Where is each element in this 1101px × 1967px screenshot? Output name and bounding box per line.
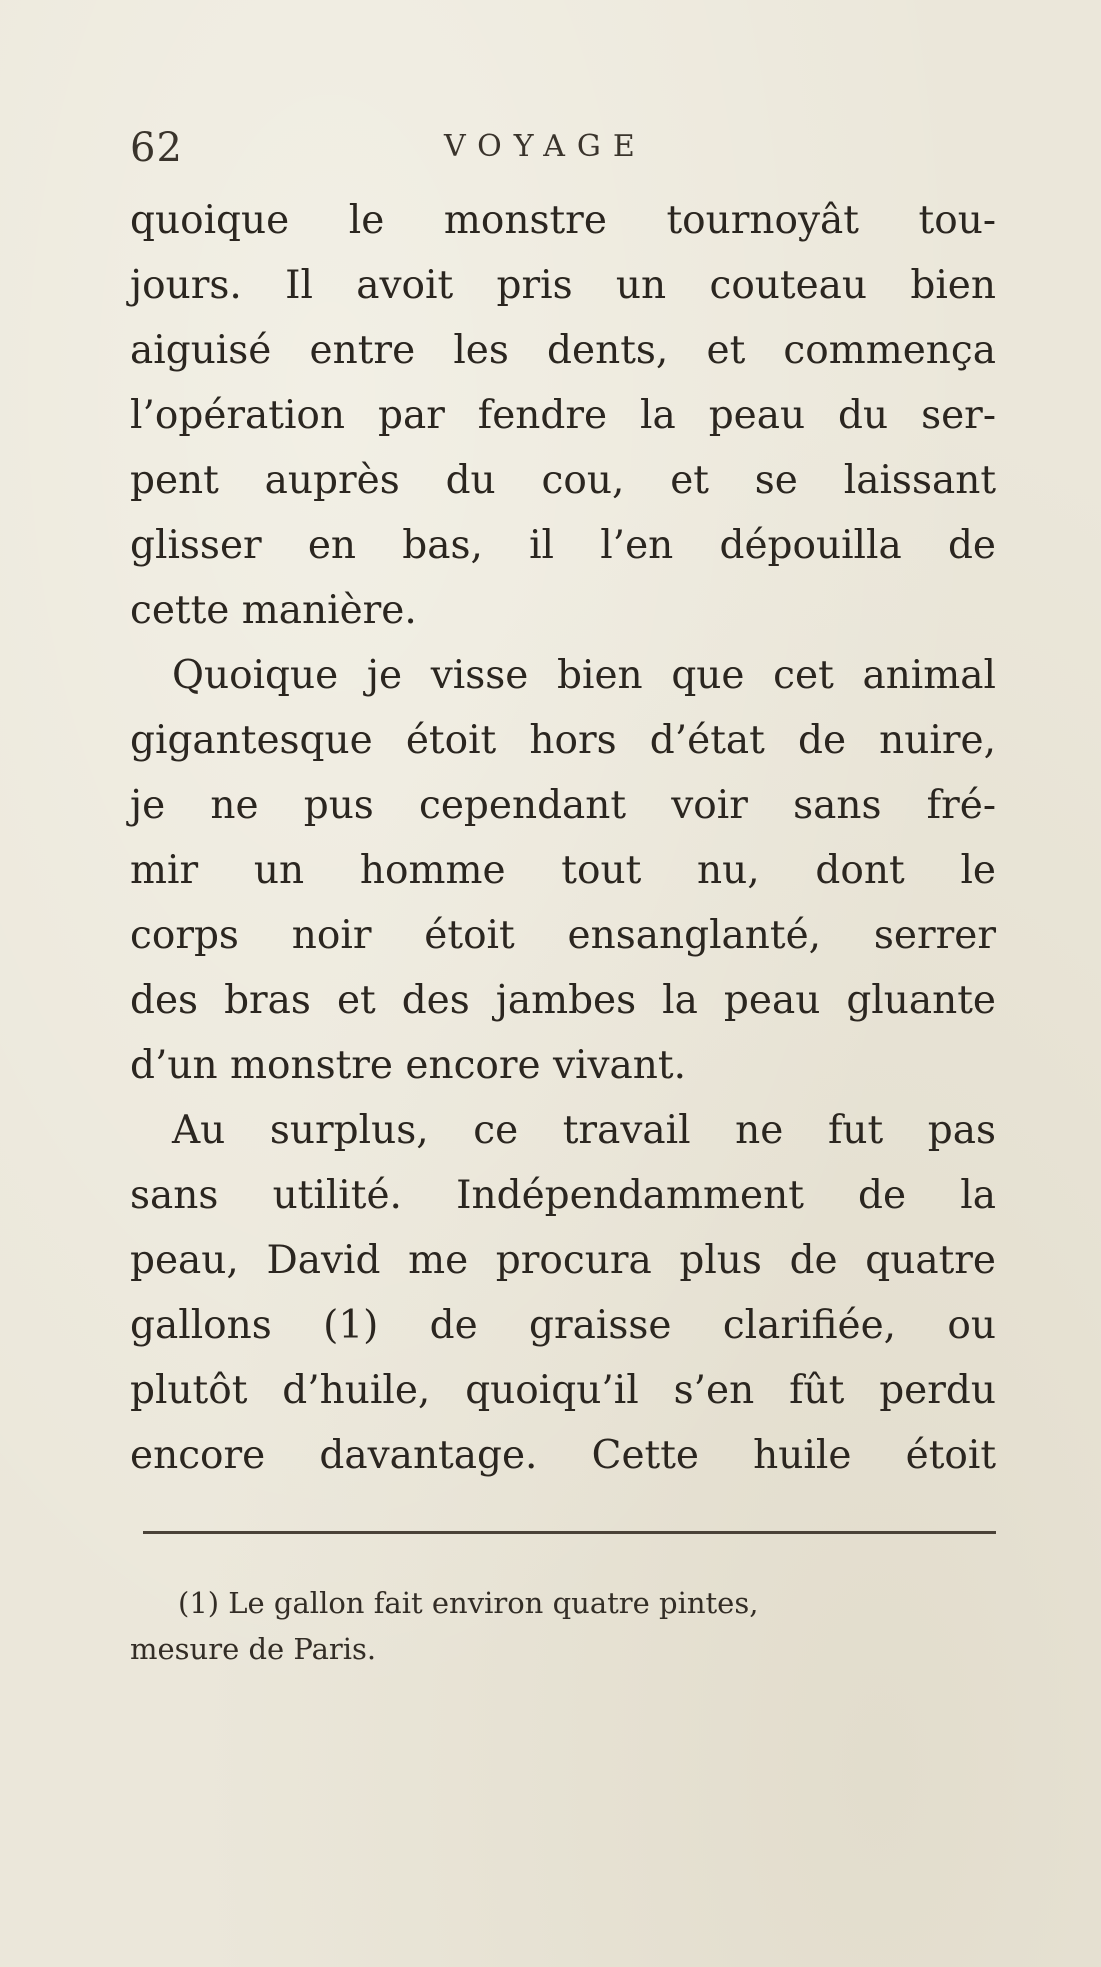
text-line: gigantesque étoit hors d’état de nuire, bbox=[130, 718, 996, 763]
text-line: aiguisé entre les dents, et commença bbox=[130, 328, 996, 373]
footnote-divider bbox=[143, 1531, 996, 1534]
text-line: plutôt d’huile, quoiqu’il s’en fût perdu bbox=[130, 1368, 996, 1413]
text-line: je ne pus cependant voir sans fré- bbox=[130, 783, 996, 828]
text-line: corps noir étoit ensanglanté, serrer bbox=[130, 913, 996, 958]
paragraph-start-line: Au surplus, ce travail ne fut pas bbox=[172, 1108, 996, 1153]
paragraph-start-line: Quoique je visse bien que cet animal bbox=[172, 653, 996, 698]
text-line: quoique le monstre tournoyât tou- bbox=[130, 198, 996, 243]
body-text bbox=[130, 188, 996, 1488]
text-line: peau, David me procura plus de quatre bbox=[130, 1238, 996, 1283]
text-line: gallons (1) de graisse clarifiée, ou bbox=[130, 1303, 996, 1348]
page-number: 62 bbox=[130, 125, 183, 171]
text-line: jours. Il avoit pris un couteau bien bbox=[130, 263, 996, 308]
text-line: pent auprès du cou, et se laissant bbox=[130, 458, 996, 503]
running-head: VOYAGE bbox=[444, 129, 647, 164]
page-header bbox=[130, 125, 990, 175]
text-line: d’un monstre encore vivant. bbox=[130, 1043, 686, 1088]
footnote-line: mesure de Paris. bbox=[130, 1632, 377, 1666]
text-line: l’opération par fendre la peau du ser- bbox=[130, 393, 996, 438]
footnote-line: (1) Le gallon fait environ quatre pintes, bbox=[178, 1586, 759, 1620]
text-line: sans utilité. Indépendamment de la bbox=[130, 1173, 996, 1218]
text-line: des bras et des jambes la peau gluante bbox=[130, 978, 996, 1023]
footnote bbox=[130, 1580, 990, 1672]
text-line: cette manière. bbox=[130, 588, 417, 633]
text-line: glisser en bas, il l’en dépouilla de bbox=[130, 523, 996, 568]
text-line: mir un homme tout nu, dont le bbox=[130, 848, 996, 893]
text-line: encore davantage. Cette huile étoit bbox=[130, 1433, 996, 1478]
